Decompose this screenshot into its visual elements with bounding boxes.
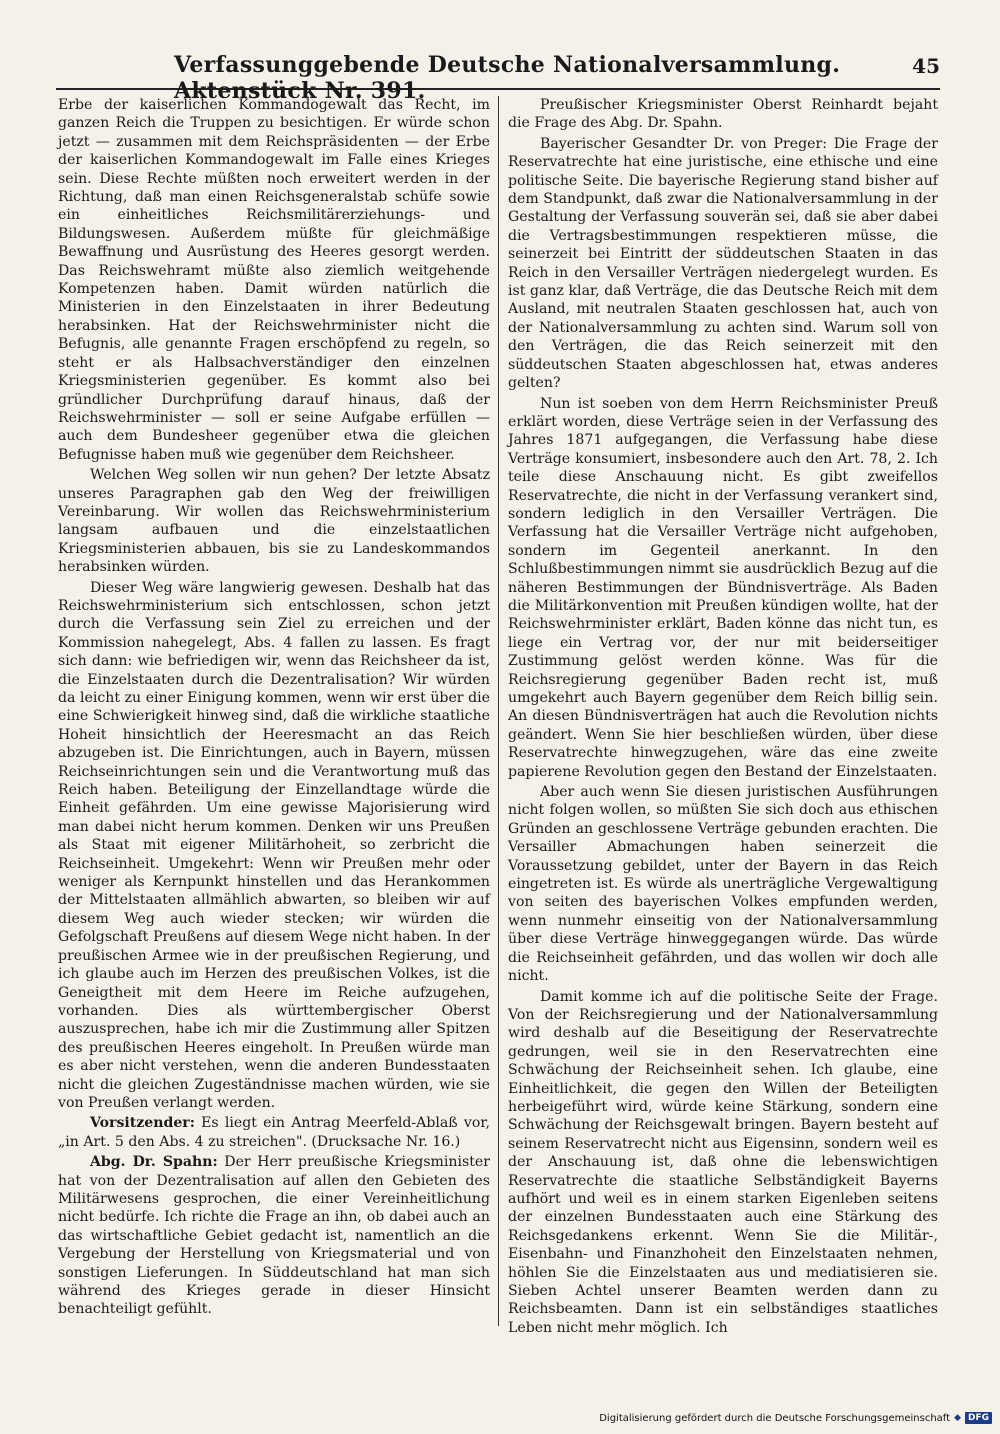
paragraph: Preußischer Kriegsminister Oberst Reinhardt bejaht die Frage des Abg. Dr. Spahn.	[508, 97, 938, 132]
paragraph: Damit komme ich auf die politische Seite der Frage. Von der Reichsregierung und der Nationalversammlung wird deshalb auf die Beseitigung der Reservatrechte gedrungen, weil sie in den Reservatrechten eine Schwächung der Reichseinheit sehen. Ich glaube, eine Einheitlichkeit, die gegen den Willen der Beteiligten herbeigeführt wird, würde keine Stärkung, sondern eine Schwächung der Reichsgewalt bringen. Bayern besteht auf seinem Reservatrecht nicht aus Eigensinn, sondern weil es der Anschauung ist, daß ohne die lebenswichtigen Reservatrechte die staatliche Selbständigkeit Bayerns aufhört und weil es in einem starken Eigenleben seitens der einzelnen Bundesstaaten auch eine Stärkung des Reichsgedankens erkennt. Wenn Sie die Militär-, Eisenbahn- und Finanzhoheit den Einzelstaaten nehmen, höhlen Sie die Einzelstaaten aus und mediatisieren sie. Sieben Achtel unserer Beamten werden dann zu Reichsbeamten. Dann ist ein selbständiges staatliches Leben nicht mehr möglich. Ich	[508, 988, 938, 1336]
speaker-name: Vorsitzender:	[90, 1115, 195, 1132]
paragraph: Nun ist soeben von dem Herrn Reichsminister Preuß erklärt worden, diese Verträge seien in der Verfassung des Jahres 1871 aufgegangen, die Verfassung habe diese Verträge konsumiert, insbesondere auch den Art. 78, 2. Ich teile diese Anschauung nicht. Es gibt zweifellos Reservatrechte, die nicht in der Verfassung verankert sind, sondern lediglich in den Versailler Verträgen. Die Verfassung hat die Versailler Verträge nicht aufgehoben, sondern im Gegenteil anerkannt. In den Schlußbestimmungen nimmt sie ausdrücklich Bezug auf die näheren Bestimmungen der Bündnisverträge. Als Baden die Militärkonvention mit Preußen kündigen wollte, hat der Reichswehrminister erklärt, Baden könne das nicht tun, es liege ein Vertrag vor, der nur mit beiderseitiger Zustimmung gelöst werden könne. Was für die Reichsregierung gegenüber Baden recht ist, muß umgekehrt auch Bayern gegenüber dem Reich billig sein. An diesen Bündnisverträgen hat auch die Revolution nichts geändert. Wenn Sie hier beschließen würden, über diese Reservatrechte hinwegzugehen, wäre das eine zweite papierene Revolution gegen den Bestand der Einzelstaaten.	[508, 395, 938, 780]
separator-icon: ◆	[954, 1413, 961, 1423]
paragraph: Aber auch wenn Sie diesen juristischen Ausführungen nicht folgen wollen, so müßten Sie sich doch aus ethischen Gründen an geschlossene Verträge gebunden erachten. Die Versailler Abmachungen haben seinerzeit die Voraussetzung gebildet, unter der Bayern in das Reich eingetreten ist. Es würde als unerträgliche Vergewaltigung von seiten des bayerischen Volkes empfunden werden, wenn nunmehr einseitig von der Nationalversammlung über diese Verträge hinweggegangen würde. Das würde die Reichseinheit gefährden, und das wollen wir doch alle nicht.	[508, 784, 938, 985]
paragraph: Erbe der kaiserlichen Kommandogewalt das Recht, im ganzen Reich die Truppen zu besichtigen. Er würde schon jetzt — zusammen mit dem Reichspräsidenten — der Erbe der kaiserlichen Kommandogewalt im Falle eines Krieges sein. Diese Rechte müßten noch erweitert werden in der Richtung, daß man einen Reichsgeneralstab schüfe sowie ein einheitliches Reichsmilitärerziehungs- und Bildungswesen. Außerdem müßte für gleichmäßige Bewaffnung und Ausrüstung des Heeres gesorgt werden. Das Reichswehramt müßte also ziemlich weitgehende Kompetenzen haben. Damit würden natürlich die Ministerien in den Einzelstaaten in ihrer Bedeutung herabsinken. Hat der Reichswehrminister nicht die Befugnis, alle genannte Fragen erschöpfend zu regeln, so steht er als Halbsachverständiger den einzelnen Kriegsministerien gegenüber. Es kommt also bei gründlicher Durchprüfung darauf hinaus, daß der Reichswehrminister — soll er seine Aufgabe erfüllen — auch dem Bundesheer gegenüber etwa die gleichen Befugnisse haben muß wie gegenüber dem Reichsheer.	[58, 97, 490, 463]
column-divider	[498, 96, 499, 1326]
digitization-footer	[599, 1412, 992, 1424]
page-title: Verfassunggebende Deutsche Nationalversammlung. Aktenstück Nr. 391.	[174, 52, 841, 104]
paragraph	[58, 1153, 490, 1319]
paragraph: Dieser Weg wäre langwierig gewesen. Deshalb hat das Reichswehrministerium sich entschlossen, schon jetzt durch die Verfassung sein Ziel zu erreichen und der Kommission nahegelegt, Abs. 4 fallen zu lassen. Es fragt sich dann: wie befriedigen wir, wenn das Reichsheer da ist, die Einzelstaaten durch die Dezentralisation? Wir würden da leicht zu einer Einigung kommen, wenn wir erst über die eine Schwierigkeit hinweg sind, daß die wirkliche staatliche Hoheit hinsichtlich der Heeresmacht an das Reich abzugeben ist. Die Einrichtungen, auch in Bayern, müssen Reichseinrichtungen sein und die Verantwortung muß das Reich haben. Beteiligung der Einzellandtage würde die Einheit gefährden. Um eine gewisse Majorisierung wird man dabei nicht herum kommen. Denken wir uns Preußen als Staat mit eigener Militärhoheit, so zerbricht die Reichseinheit. Umgekehrt: Wenn wir Preußen mehr oder weniger als Kernpunkt hinstellen und das Herankommen der Mittelstaaten allmählich abwarten, so bleiben wir auf diesem Weg auch wieder stecken; wir würden die Gefolgschaft Preußens auf diesem Wege nicht haben. In der preußischen Armee wie in der preußischen Regierung, und ich glaube auch im Herzen des preußischen Volkes, ist die Geneigtheit mit dem Heere im Reiche aufzugehen, vorhanden. Dies als württembergischer Oberst auszusprechen, habe ich mir die Zustimmung aller Spitzen des preußischen Heeres eingeholt. In Preußen würde man es aber nicht verstehen, wenn die anderen Bundesstaaten nicht die gleichen Zugeständnisse machen würden, wie sie von Preußen verlangt werden.	[58, 579, 490, 1111]
footer-text: Digitalisierung gefördert durch die Deutsche Forschungsgemeinschaft	[599, 1412, 951, 1424]
left-column	[58, 96, 490, 1321]
paragraph: Welchen Weg sollen wir nun gehen? Der letzte Absatz unseres Paragraphen gab den Weg der freiwilligen Vereinbarung. Wir wollen das Reichswehrministerium langsam aufbauen und die einzelstaatlichen Kriegsministerien abbauen, bis sie zu Landeskommandos herabsinken würden.	[58, 467, 490, 576]
paragraph: Bayerischer Gesandter Dr. von Preger: Die Frage der Reservatrechte hat eine juristische, eine ethische und eine politische Seite. Die bayerische Regierung stand bisher auf dem Standpunkt, daß zwar die Nationalversammlung in der Gestaltung der Verfassung souverän sei, daß sie aber dabei die Vertragsbestimmungen respektieren müsse, die seinerzeit bei Eintritt der süddeutschen Staaten in das Reich in den Versailler Verträgen niedergelegt wurden. Es ist ganz klar, daß Verträge, die das Deutsche Reich mit dem Ausland, mit neutralen Staaten geschlossen hat, auch von der Nationalversammlung zu achten sind. Warum soll von den Verträgen, die das Reich seinerzeit mit den süddeutschen Staaten abgeschlossen hat, etwas anderes gelten?	[508, 135, 938, 392]
speech-text: Der Herr preußische Kriegsminister hat von der Dezentralisation auf allen den Gebieten des Militärwesens gesprochen, die einer Vereinheitlichung nicht bedürfe. Ich richte die Frage an ihn, ob dabei auch an das wirtschaftliche Gebiet gedacht ist, namentlich an die Vergebung der Herstellung von Kriegsmaterial und von sonstigen Lieferungen. In Süddeutschland hat man sich während des Krieges gerade in dieser Hinsicht benachteiligt gefühlt.	[58, 1154, 490, 1318]
page-number: 45	[912, 54, 940, 78]
speaker-name: Abg. Dr. Spahn:	[90, 1154, 218, 1171]
page-header	[56, 48, 940, 104]
dfg-logo: DFG	[965, 1412, 992, 1424]
speech-text: Es liegt ein Antrag Meerfeld-Ablaß vor, „in Art. 5 den Abs. 4 zu streichen". (Drucksache Nr. 16.)	[58, 1115, 491, 1150]
right-column	[508, 96, 938, 1339]
paragraph	[58, 1114, 490, 1151]
